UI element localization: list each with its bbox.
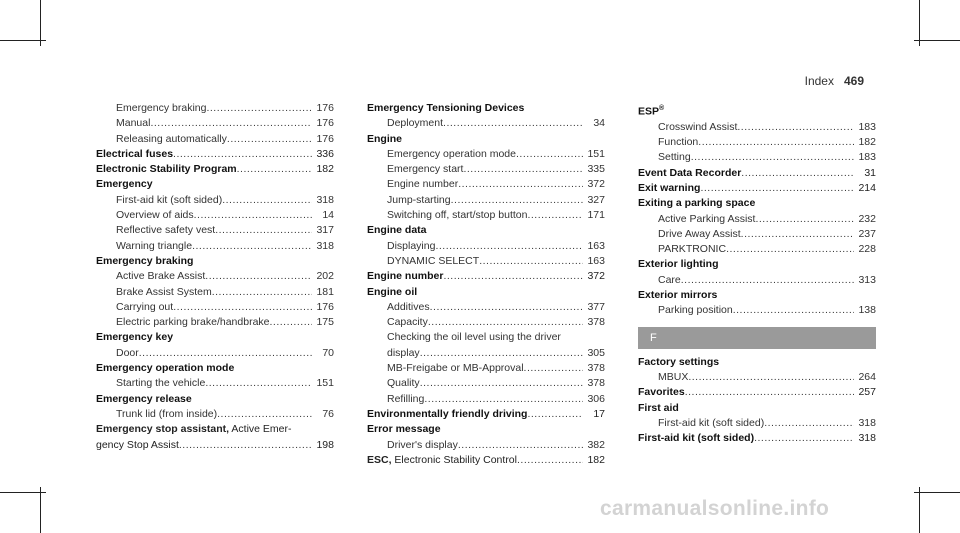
index-entry[interactable]: Exit warning ..... 214 bbox=[638, 181, 876, 196]
index-entry[interactable]: Drive Away Assist ..... 237 bbox=[638, 227, 876, 242]
crop-mark bbox=[919, 487, 920, 533]
entry-text: Checking the oil level using the driver bbox=[387, 331, 561, 344]
index-entry[interactable]: Active Parking Assist ..... 232 bbox=[638, 212, 876, 227]
index-entry[interactable]: Emergency start ..... 335 bbox=[367, 162, 605, 177]
index-entry[interactable]: Reflective safety vest ..... 317 bbox=[96, 223, 334, 238]
entry-text: Active Emer- bbox=[229, 423, 292, 436]
index-entry[interactable]: Additives ..... 377 bbox=[367, 300, 605, 315]
index-heading: ESP® bbox=[638, 105, 665, 118]
index-entry[interactable]: Displaying ..... 163 bbox=[367, 239, 605, 254]
index-entry[interactable]: Electronic Stability Program ..... 182 bbox=[96, 162, 334, 177]
section-title: Index bbox=[804, 74, 834, 88]
index-entry[interactable]: Active Brake Assist ..... 202 bbox=[96, 269, 334, 284]
page-header bbox=[805, 74, 864, 88]
index-entry[interactable]: PARKTRONIC ..... 228 bbox=[638, 242, 876, 257]
watermark: carmanualsonline.info bbox=[600, 497, 830, 520]
index-heading: Exterior lighting bbox=[638, 258, 719, 271]
index-heading: Engine bbox=[367, 132, 403, 145]
index-entry[interactable]: Carrying out ..... 176 bbox=[96, 300, 334, 315]
index-entry[interactable]: DYNAMIC SELECT ..... 163 bbox=[367, 254, 605, 269]
index-entry[interactable]: Environmentally friendly driving ..... 17 bbox=[367, 407, 605, 422]
index-column-2 bbox=[367, 101, 605, 468]
index-heading: First aid bbox=[638, 401, 679, 414]
index-heading: Emergency key bbox=[96, 331, 174, 344]
index-entry[interactable]: MB-Freigabe or MB-Approval ..... 378 bbox=[367, 361, 605, 376]
index-entry[interactable]: Favorites ..... 257 bbox=[638, 385, 876, 400]
index-entry[interactable]: Electrical fuses ..... 336 bbox=[96, 147, 334, 162]
index-entry[interactable]: MBUX ..... 264 bbox=[638, 370, 876, 385]
index-column-1 bbox=[96, 101, 334, 453]
index-entry[interactable]: Engine number ..... 372 bbox=[367, 177, 605, 192]
index-entry[interactable]: ESC, Electronic Stability Control ..... 182 bbox=[367, 453, 605, 468]
index-entry[interactable]: Emergency braking ..... 176 bbox=[96, 101, 334, 116]
index-heading: Error message bbox=[367, 423, 441, 436]
index-entry[interactable]: Releasing automatically ..... 176 bbox=[96, 132, 334, 147]
index-heading: Exterior mirrors bbox=[638, 289, 718, 302]
index-entry[interactable]: Capacity ..... 378 bbox=[367, 315, 605, 330]
index-entry[interactable]: Engine number ..... 372 bbox=[367, 269, 605, 284]
index-entry[interactable]: Event Data Recorder ..... 31 bbox=[638, 166, 876, 181]
index-letter-divider: F bbox=[638, 327, 876, 349]
index-heading: Engine oil bbox=[367, 285, 418, 298]
index-heading: Emergency braking bbox=[96, 254, 194, 267]
crop-mark bbox=[40, 487, 41, 533]
index-heading: Emergency Tensioning Devices bbox=[367, 102, 525, 114]
index-entry[interactable]: Manual ..... 176 bbox=[96, 116, 334, 131]
entry-bold-text: Emergency stop assistant, bbox=[96, 423, 230, 436]
index-entry[interactable]: Overview of aids ..... 14 bbox=[96, 208, 334, 223]
index-heading: Exiting a parking space bbox=[638, 197, 756, 210]
page-number: 469 bbox=[843, 74, 864, 88]
index-entry[interactable]: Emergency operation mode ..... 151 bbox=[367, 147, 605, 162]
index-entry[interactable]: Quality ..... 378 bbox=[367, 376, 605, 391]
index-entry[interactable]: Warning triangle ..... 318 bbox=[96, 239, 334, 254]
index-heading: Engine data bbox=[367, 224, 427, 237]
index-entry[interactable]: Setting ..... 183 bbox=[638, 150, 876, 165]
index-heading: Emergency release bbox=[96, 392, 192, 405]
crop-mark bbox=[914, 492, 960, 493]
index-entry[interactable]: Door ..... 70 bbox=[96, 346, 334, 361]
index-entry[interactable]: Deployment ..... 34 bbox=[367, 116, 605, 131]
crop-mark bbox=[914, 40, 960, 41]
index-entry[interactable]: Refilling ..... 306 bbox=[367, 392, 605, 407]
index-entry[interactable]: Care ..... 313 bbox=[638, 273, 876, 288]
index-entry[interactable]: Electric parking brake/handbrake ..... 175 bbox=[96, 315, 334, 330]
index-entry[interactable]: First-aid kit (soft sided) ..... 318 bbox=[638, 416, 876, 431]
index-entry-multiline[interactable]: Emergency stop assistant, Active Emer- gency Stop Assist ..... 198 bbox=[96, 422, 334, 453]
index-entry[interactable]: Brake Assist System ..... 181 bbox=[96, 285, 334, 300]
crop-mark bbox=[0, 492, 46, 493]
index-heading: Factory settings bbox=[638, 355, 720, 368]
index-entry[interactable]: First-aid kit (soft sided) ..... 318 bbox=[96, 193, 334, 208]
index-entry[interactable]: Parking position ..... 138 bbox=[638, 303, 876, 318]
index-entry[interactable]: Crosswind Assist ..... 183 bbox=[638, 120, 876, 135]
index-column-3 bbox=[638, 101, 876, 446]
index-entry[interactable]: Starting the vehicle ..... 151 bbox=[96, 376, 334, 391]
index-entry[interactable]: Driver's display ..... 382 bbox=[367, 438, 605, 453]
index-heading: Emergency bbox=[96, 178, 153, 191]
index-entry[interactable]: First-aid kit (soft sided) ..... 318 bbox=[638, 431, 876, 446]
index-entry-multiline[interactable]: Checking the oil level using the driver display ..... 305 bbox=[367, 330, 605, 361]
index-entry[interactable]: Function ..... 182 bbox=[638, 135, 876, 150]
index-entry[interactable]: Trunk lid (from inside) ..... 76 bbox=[96, 407, 334, 422]
index-entry[interactable]: Jump-starting ..... 327 bbox=[367, 193, 605, 208]
index-heading: Emergency operation mode bbox=[96, 362, 235, 375]
crop-mark bbox=[0, 40, 46, 41]
index-entry[interactable]: Switching off, start/stop button ..... 171 bbox=[367, 208, 605, 223]
